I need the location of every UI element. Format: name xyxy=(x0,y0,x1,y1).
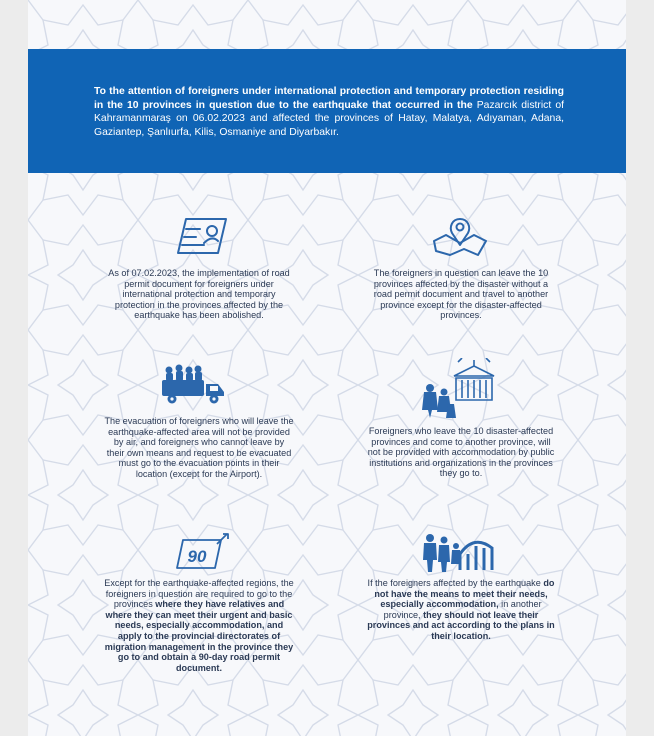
info-item-evacuation xyxy=(104,416,294,480)
info-text-road-permit: As of 07.02.2023, the implementation of road permit document for foreigners under international protection and temporary protection in the provinces affected by the earthquake has been abolished. xyxy=(108,268,290,321)
info-item-leave-provinces xyxy=(366,268,556,321)
ninety-label: 90 xyxy=(187,547,207,566)
document-page xyxy=(28,0,626,736)
map-pin-icon xyxy=(430,215,490,257)
info-item-stay xyxy=(366,578,556,642)
banner-text xyxy=(94,85,564,139)
road-permit-document-icon xyxy=(174,215,230,257)
info-text-stay-bold1: do not have the means to meet their needs, especially accommodation, xyxy=(374,578,555,610)
info-item-road-permit xyxy=(104,268,294,321)
banner-text-rest: Pazarcık district of Kahramanmaraş on 06.02.2023 and affected the provinces of Hatay, Malatya, Adıyaman, Adana, Gaziantep, Şanlıurfa, Kilis, Osmaniye and Diyarbakır. xyxy=(94,99,565,138)
info-text-stay-mid: in another province, xyxy=(383,599,542,620)
info-text-stay-bold2: they should not leave their provinces and act according to the plans in their location. xyxy=(367,609,555,641)
info-text-leave-provinces: The foreigners in question can leave the 10 provinces affected by the disaster without a road permit document and travel to another province except for the disaster-affected provinces. xyxy=(373,268,549,321)
ninety-day-icon xyxy=(175,532,231,570)
header-banner xyxy=(28,49,626,173)
family-shelter-icon xyxy=(422,530,496,574)
info-text-relatives-start: Except for the earthquake-affected regions, the foreigners in question are required to go to the provinces xyxy=(104,578,294,610)
info-text-accommodation: Foreigners who leave the 10 disaster-affected provinces and come to another province, will not be provided with accommodation by public institutions and organizations in the provinces they go to. xyxy=(367,426,555,479)
info-item-relatives xyxy=(104,578,294,673)
info-text-relatives-bold: where they have relatives and where they can meet their urgent and basic needs, especially accommodation, and apply to the provincial directorates of migration management in the province they go to and obtain a 90-day road permit document. xyxy=(104,599,294,673)
info-text-evacuation: The evacuation of foreigners who will leave the earthquake-affected area will not be provided by air, and foreigners who cannot leave by their own means and request to be evacuated must go to the evacuation points in their location (except for the Airport). xyxy=(104,416,294,479)
public-building-people-icon xyxy=(418,358,498,420)
banner-text-bold: To the attention of foreigners under international protection and temporary protection residing in the 10 provinces in question due to the earthquake that occurred in the xyxy=(94,86,564,111)
info-item-accommodation xyxy=(366,426,556,479)
info-text-stay-start: If the foreigners affected by the earthquake xyxy=(367,578,541,588)
evacuation-truck-icon xyxy=(160,362,226,406)
